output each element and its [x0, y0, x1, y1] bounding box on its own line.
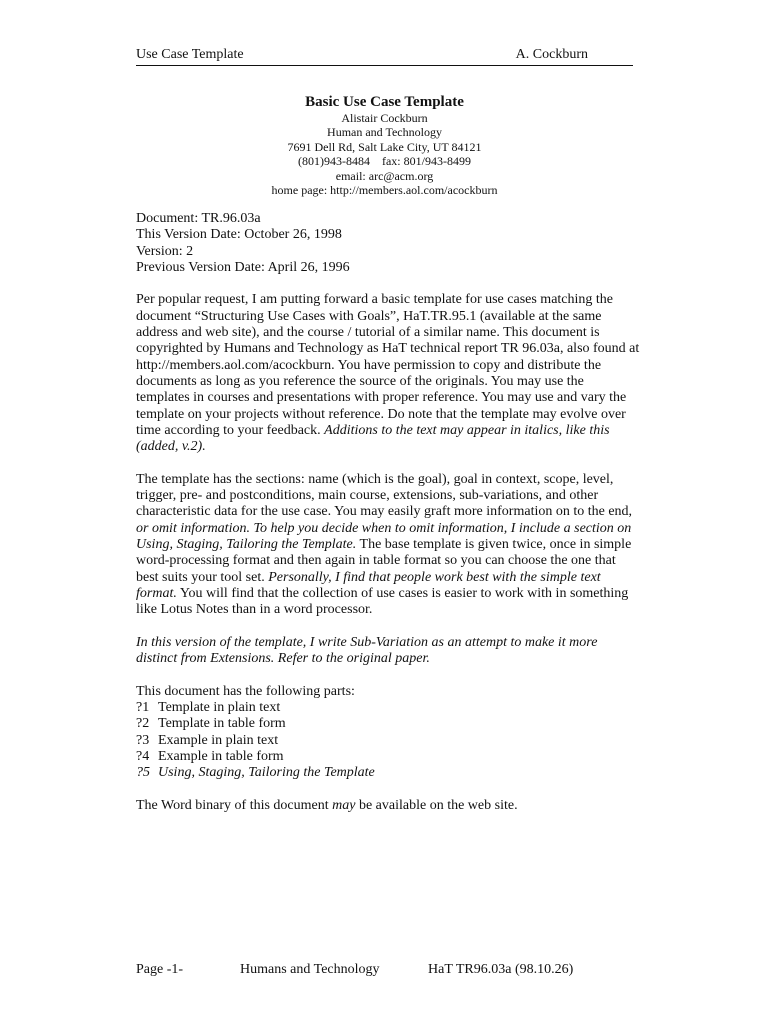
sections-italic-1: or omit information. To help you decide when to omit information, I include a section on Using, Staging, Tailoring the Template.	[136, 520, 632, 552]
closing-italic: may	[332, 797, 356, 813]
footer-document-id: HaT TR96.03a (98.10.26)	[428, 962, 574, 977]
sections-paragraph	[136, 472, 641, 619]
closing-paragraph	[136, 798, 641, 814]
organization: Human and Technology	[327, 125, 442, 140]
parts-intro: This document has the following parts:	[136, 683, 355, 699]
intro-paragraph	[136, 292, 641, 455]
closing-text-after: be available on the web site.	[358, 797, 518, 813]
list-item-text: Example in table form	[158, 748, 284, 764]
list-item-text: Example in plain text	[158, 732, 279, 748]
document-id: Document: TR.96.03a	[136, 211, 261, 226]
list-item	[136, 765, 641, 781]
running-header	[136, 46, 633, 66]
intro-italic-note: Additions to the text may appear in italics, like this (added, v.2).	[136, 422, 610, 455]
intro-text: Per popular request, I am putting forward a basic template for use cases matching the document “Structuring Use Cases with Goals”, HaT.TR.95.1 (available at the same address and web site), and the course / tutorial of a similar name. This document is copyrighted by Humans and Technology as HaT technical report TR 96.03a, also found at http://members.aol.com/acockburn. You have permission to copy and distribute the documents as long as you reference the source of the originals. You may use the templates in courses and presentations with proper reference. You may use and vary the template on your projects without reference. Do note that the template may evolve over time according to your feedback.	[136, 292, 640, 438]
list-item	[136, 716, 641, 732]
author-name: Alistair Cockburn	[341, 111, 428, 125]
home-page: home page: http://members.aol.com/acockburn	[271, 183, 498, 198]
list-item-number: ?2	[136, 716, 150, 732]
subvariation-paragraph	[136, 635, 641, 668]
list-item-text: Template in plain text	[158, 699, 281, 715]
version-number: Version: 2	[136, 243, 194, 259]
list-item-number: ?4	[136, 748, 150, 764]
list-item-text: Using, Staging, Tailoring the Template	[158, 765, 375, 781]
footer-page-number: Page -1-	[136, 962, 184, 977]
list-item-text: Template in table form	[158, 716, 286, 732]
list-item-number: ?5	[136, 765, 150, 781]
parts-list	[136, 684, 641, 782]
address: 7691 Dell Rd, Salt Lake City, UT 84121	[287, 139, 482, 154]
document-title: Basic Use Case Template	[305, 94, 464, 110]
phone-fax: (801)943-8484 fax: 801/943-8499	[298, 154, 471, 169]
title-block	[136, 93, 633, 197]
sections-text-1: The template has the sections: name (which is the goal), goal in context, scope, level, trigger, pre- and postconditions, main course, extensions, sub-variations, and other characteristic data for the use case. You may easily graft more information on to the end,	[136, 471, 633, 520]
sections-text-2: The base template is given twice, once in simple word-processing format and then again in table format so you can choose the one that best suits your tool set.	[136, 536, 632, 585]
subvariation-italic: In this version of the template, I write Sub-Variation as an attempt to make it more distinct from Extensions. Refer to the original paper.	[136, 634, 598, 667]
closing-text-before: The Word binary of this document	[136, 797, 329, 813]
list-item-number: ?1	[136, 699, 150, 715]
list-item-number: ?3	[136, 732, 150, 748]
list-item	[136, 700, 641, 716]
version-date: This Version Date: October 26, 1998	[136, 227, 342, 243]
list-item	[136, 749, 641, 765]
header-title: Use Case Template	[136, 47, 244, 62]
previous-version-date: Previous Version Date: April 26, 1996	[136, 259, 350, 275]
footer-organization: Humans and Technology	[240, 962, 380, 977]
body-text	[136, 211, 641, 830]
email: email: arc@acm.org	[335, 168, 434, 183]
list-item	[136, 733, 641, 749]
document-meta	[136, 211, 641, 276]
header-author: A. Cockburn	[515, 47, 588, 62]
sections-text-3: You will find that the collection of use cases is easier to work with in something like Lotus Notes than in a word processor.	[136, 585, 629, 618]
sections-italic-2: Personally, I find that people work best with the simple text format.	[136, 569, 601, 601]
